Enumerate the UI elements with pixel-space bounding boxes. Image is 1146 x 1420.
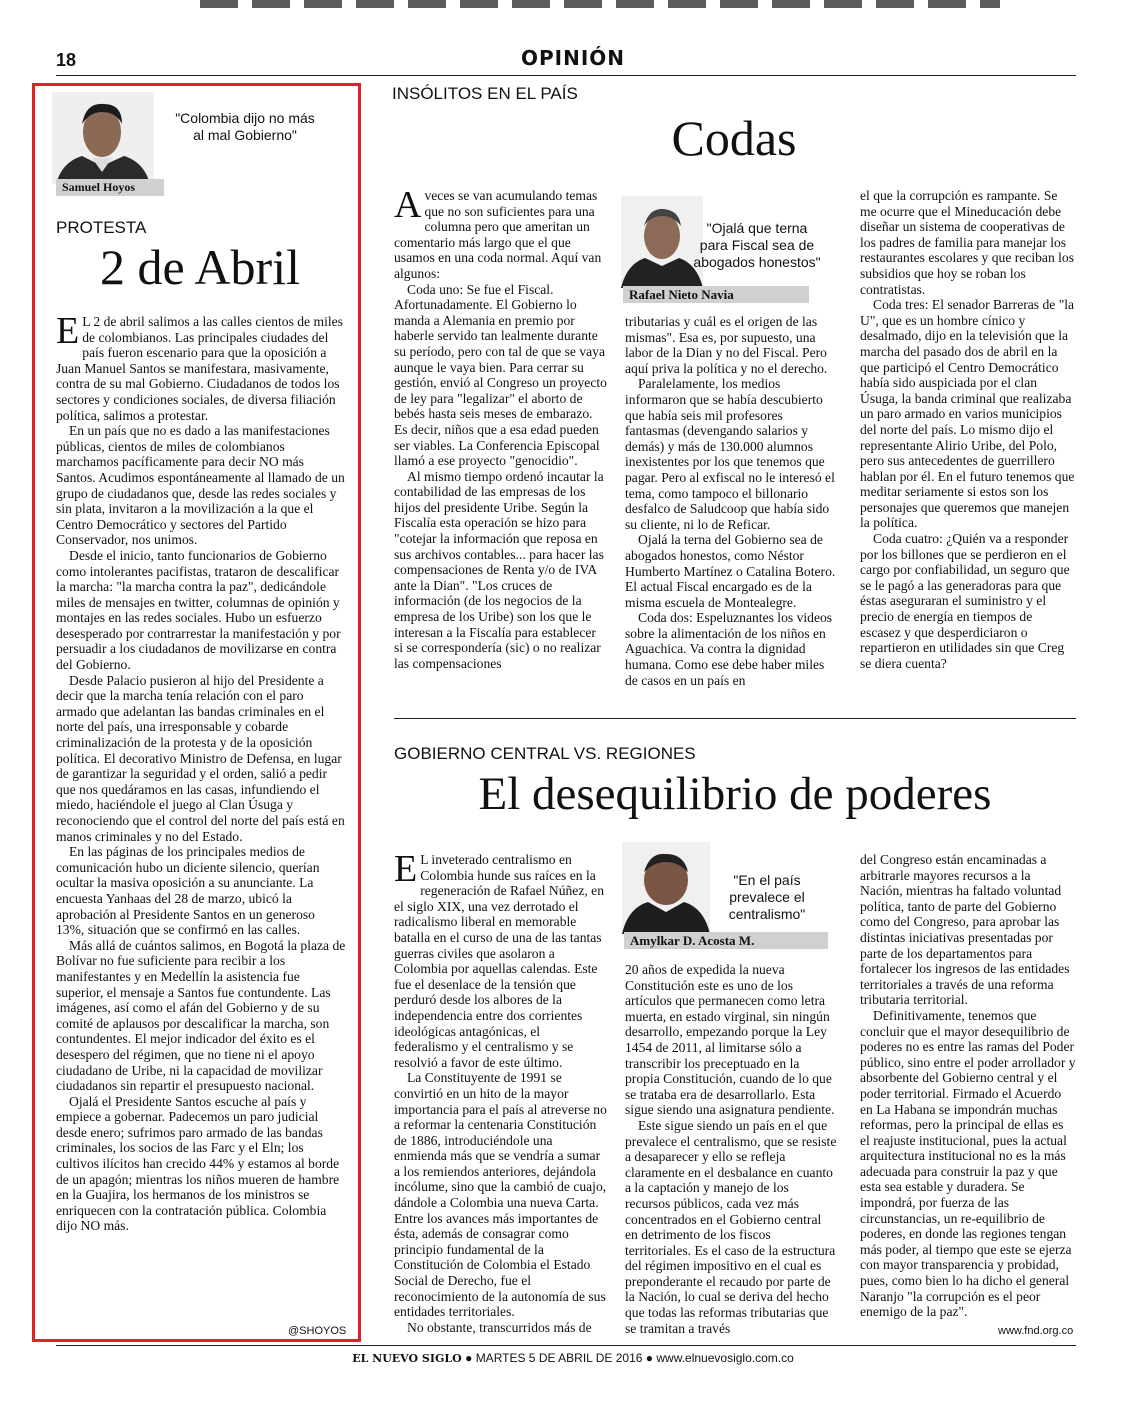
footer-rule bbox=[56, 1345, 1076, 1346]
paragraph: Desde el inicio, tanto funcionarios de Gobierno como intolerantes pacifistas, trataron de descalificar la marcha: "la marcha contra la paz", dedicándole miles de mensajes en twitter, columnas de opinión y montajes en las redes sociales. Hubo un esfuerzo desesperado por contrarrestar la manifestación y por persuadir a los ciudadanos de movilizarse en contra del Gobierno. bbox=[56, 547, 341, 673]
section-title: OPINIÓN bbox=[520, 46, 626, 70]
paragraph: 20 años de expedida la nueva Constitución este es uno de los artículos que permanecen como letra muerta, en estado virginal, sin ningún desarrollo, empezando porque la Ley 1454 de 2011, al limitarse sólo a transcribir los preceptuado en la propia Constitución, cuando de lo que se trataba era de desarrollarlo. Esta sigue siendo una asignatura pendiente. bbox=[625, 962, 835, 1118]
article-col-1 bbox=[394, 184, 607, 671]
kicker: GOBIERNO CENTRAL VS. REGIONES bbox=[394, 744, 696, 763]
paragraph: No obstante, transcurridos más de bbox=[407, 1319, 592, 1335]
paragraph: Paralelamente, los medios informaron que se había descubierto que había seis mil profesores fantasmas (devengando salarios y demás) y más de 130.000 alumnos inexistentes por los que tenemos que pagar. Pero al exfiscal no le interesó el tema, como tampoco el billonario desfalco de Saludcoop que había sido su cliente, ni lo de Reficar. bbox=[625, 376, 835, 532]
dropcap: E bbox=[394, 848, 418, 890]
article-divider bbox=[394, 718, 1076, 719]
kicker: INSÓLITOS EN EL PAÍS bbox=[392, 84, 578, 103]
paragraph: Coda dos: Espeluznantes los videos sobre la alimentación de los niños en Aguachica. Va contra la dignidad humana. Como ese debe haber miles de casos en un país en bbox=[625, 610, 833, 688]
paragraph: Al mismo tiempo ordenó incautar la contabilidad de las empresas de los hijos del presidente Uribe. Según la Fiscalía esta operación se hizo para "cotejar la información que reposa en sus archivos contables... para hacer las compensaciones de Renta y/o de IVA ante la Dian". "Los cruces de información (de los negocios de la empresa de los Uribe) son los que le interesan a la Fiscalía para establecer si se correspondería (sic) o no realizar las compensaciones bbox=[394, 468, 604, 671]
paragraph: del Congreso están encaminadas a arbitrarle mayores recursos a la Nación, mientras ha faltado voluntad política, tanto de parte del Gobierno como del Congreso, para aprobar las distintas iniciativas presentadas por parte de los departamentos para fortalecer los ingresos de las entidades territoriales a través de una reforma tributaria territorial. bbox=[860, 852, 1070, 1008]
pull-quote: "Ojalá que terna para Fiscal sea de abogados honestos" bbox=[693, 220, 821, 270]
article-col-3 bbox=[860, 188, 1076, 671]
article-title: El desequilibrio de poderes bbox=[478, 768, 992, 820]
paragraph: el que la corrupción es rampante. Se me ocurre que el Mineducación debe diseñar un sistema de cooperativas de los padres de familia para manejar los restaurantes escolares y que reciban los subsidios que hoy se roban los contratistas. bbox=[860, 188, 1075, 297]
paragraph: L 2 de abril salimos a las calles cientos de miles de colombianos. Las principales ciudades del país fueron escenario para que la oposición a Juan Manuel Santos se manifestara, masivamente, contra de su mal Gobierno. Ciudadanos de todos los sectores y condiciones sociales, de diversa filiación política, salimos a protestar. bbox=[56, 314, 343, 423]
paragraph: Coda cuatro: ¿Quién va a responder por los billones que se perdieron en el cargo por confiabilidad, un seguro que se le pagó a las generadoras para que éstas aseguraran el suministro y el precio de energía en tiempos de escasez y que desperdiciaron o repartieron en utilidades sin que Creg se diera cuenta? bbox=[860, 531, 1070, 671]
paragraph: Coda uno: Se fue el Fiscal. Afortunadamente. El Gobierno lo manda a Alemania en premio por haberle servido tan lealmente durante su período, pero con tal de que se vaya aunque le vaya bien. Para cerrar su gestión, envió al Congreso un proyecto de ley para "legalizar" el aborto de bebés hasta seis meses de embarazo. Es decir, niños que a esa edad pueden ser viables. La Conferencia Episcopal llamó a ese proyecto "genocidio". bbox=[394, 281, 607, 469]
paragraph: Ojalá el Presidente Santos escuche al país y empiece a gobernar. Padecemos un paro judicial desde enero; sufrimos paro armado de las bandas criminales, los socios de las Farc y el Eln; los cultivos ilícitos han crecido 44% y estamos al borde de un apagón; mientras los niños mueren de hambre en la Guajira, los hermanos de los ministros se enriquecen con la contratación pública. Colombia dijo NO más. bbox=[56, 1093, 340, 1234]
paragraph: tributarias y cuál es el origen de las mismas". Esa es, por supuesto, una labor de la Dian y no del Fiscal. Pero aquí priva la política y no el derecho. bbox=[625, 314, 828, 376]
pull-quote: "Colombia dijo no más al mal Gobierno" bbox=[175, 110, 315, 143]
paragraph: veces se van acumulando temas que no son suficientes para una columna pero que ameritan un comentario más largo que el que usamos en una coda normal. Aquí van algunos: bbox=[394, 188, 602, 281]
author-name-bar: Amylkar D. Acosta M. bbox=[624, 932, 828, 949]
footer bbox=[0, 1351, 1146, 1365]
footer-date: MARTES 5 DE ABRIL DE 2016 bbox=[475, 1351, 643, 1365]
author-name-bar: Samuel Hoyos bbox=[56, 179, 164, 196]
paragraph: Coda tres: El senador Barreras de "la U", que es un hombre cínico y desalmado, dijo en la televisión que la marcha del pasado dos de abril en la que participó el Centro Democrático había sido auspiciada por el clan Úsuga, la banda criminal que realizaba un paro armado en varios municipios del norte del país. Lo mismo dijo el representante Alirio Uribe, del Polo, pero sus antecedentes de guerrillero hablan por él. En el futuro tenemos que meditar seriamente si estos son los personajes que queremos que manejen la política. bbox=[860, 297, 1075, 531]
paragraph: Este sigue siendo un país en el que prevalece el centralismo, que se resiste a desaparecer y ello se refleja claramente en el desbalance en cuanto a la captación y manejo de los recursos públicos, cada vez más concentrados en el Gobierno central en detrimento de los fiscos territoriales. Es el caso de la estructura del régimen impositivo en el cual es preponderante el recaudo por parte de la Nación, lo cual se deriva del hecho que todas las reformas tributarias que se tramitan a través bbox=[625, 1117, 837, 1336]
paragraph: L inveterado centralismo en Colombia hunde sus raíces en la regeneración de Rafael Núñez, en el siglo XIX, una vez derrotado el radicalismo liberal en memorable batalla en el curso de una de las tantas guerras civiles que asolaron a Colombia por aquellas calendas. Este fue el desenlace de la tensión que perduró desde los albores de la independencia entre dos corrientes ideológicas antagónicas, el federalismo y el centralismo y se resolvió a favor de este último. bbox=[394, 852, 605, 1070]
signature: @SHOYOS bbox=[288, 1325, 347, 1337]
article-col-3 bbox=[860, 852, 1076, 1320]
author-photo-amylkar-acosta bbox=[622, 842, 710, 934]
article-title: 2 de Abril bbox=[100, 239, 300, 295]
article-col-2 bbox=[625, 314, 837, 688]
article-col-2 bbox=[625, 962, 837, 1336]
signature: www.fnd.org.co bbox=[998, 1325, 1074, 1337]
paragraph: En las páginas de los principales medios de comunicación hubo un diciente silencio, querían ocultar la masiva oposición a su anunciante. La encuesta Yanhaas del 28 de marzo, ubicó la aprobación al Presidente Santos en un generoso 13%, situación que se confirmó en las calles. bbox=[56, 844, 320, 938]
dropcap: A bbox=[394, 184, 422, 226]
header-rule bbox=[56, 75, 1076, 76]
paragraph: Desde Palacio pusieron al hijo del Presidente a decir que la marcha tenía relación con el paro armado que adelantan las bandas criminales en el norte del país, una irresponsable y cobarde criminalización de la protesta y de la oposición política. El decorativo Ministro de Defensa, en lugar de garantizar la seguridad y el orden, salió a pedir que nos quedáramos en las casas, infundiendo el miedo, haciéndole el juego al Clan Úsuga y reconociendo que el control del norte del país está en manos criminales y no del Estado. bbox=[56, 672, 345, 844]
masthead-cutoff bbox=[200, 0, 1000, 8]
author-name-bar: Rafael Nieto Navia bbox=[623, 286, 809, 303]
author-photo-samuel-hoyos bbox=[52, 92, 154, 184]
page-number: 18 bbox=[56, 50, 77, 70]
paragraph: En un país que no es dado a las manifestaciones públicas, cientos de miles de colombianos marchamos pacíficamente para decir NO más Santos. Acudimos espontáneamente al llamado de un grupo de ciudadanos que, desde las redes sociales y sin plata, invitaron a la movilización a la que el Centro Democrático y sectores del Partido Conservador, nos unimos. bbox=[56, 423, 345, 548]
article-body-left bbox=[56, 310, 346, 1234]
article-title: Codas bbox=[671, 110, 797, 166]
footer-url[interactable]: www.elnuevosiglo.com.co bbox=[656, 1351, 794, 1365]
paragraph: Definitivamente, tenemos que concluir que el mayor desequilibrio de poderes no es entre las ramas del Poder público, sino entre el poder arrollador y absorbente del Gobierno central y el poder territorial. Firmado el Acuerdo en La Habana se impondrán muchas reformas, pero la principal de ellas es el reajuste institucional, pues la actual arquitectura institucional no es la más adecuada para construir la paz y que esta sea estable y duradera. Se impondrá, por fuerza de las circunstancias, un re-equilibrio de poderes, en donde las regiones tengan más poder, al tiempo que este se ejerza con mayor transparencia y probidad, pues, como bien lo ha dicho el general Naranjo "la corrupción es el peor enemigo de la paz". bbox=[860, 1007, 1076, 1320]
footer-brand: EL NUEVO SIGLO bbox=[352, 1352, 462, 1365]
bullet-icon: ● bbox=[645, 1351, 654, 1365]
paragraph: La Constituyente de 1991 se convirtió en un hito de la mayor importancia para el país al atreverse no a reformar la centenaria Constitución de 1886, introduciéndole una enmienda más que se vendría a sumar a los remiendos anteriores, dejándola incólume, sino que la cambió de cuajo, dándole a Colombia una nueva Carta. Entre los avances más importantes de ésta, además de consagrar como principio fundamental de la Constitución de Colombia el Estado Social de Derecho, fue el reconocimiento de la autonomía de sus entidades territoriales. bbox=[394, 1070, 607, 1320]
dropcap: E bbox=[56, 310, 80, 352]
author-photo-rafael-nieto bbox=[621, 196, 703, 288]
paragraph: Más allá de cuántos salimos, en Bogotá la plaza de Bolívar no fue suficiente para recibir a los manifestantes y en Medellín la asistencia fue superior, el mensaje a Santos fue contundente. Las imágenes, así como el afán del Gobierno y de su comité de aplausos por descalificar la marcha, son contundentes. El mejor indicador del éxito es el desespero del régimen, que no tiene ni el apoyo ciudadano de Uribe, ni la capacidad de movilizar ciudadanos sin repartir el presupuesto nacional. bbox=[56, 937, 346, 1094]
paragraph: Ojalá la terna del Gobierno sea de abogados honestos, como Néstor Humberto Martínez o Catalina Botero. El actual Fiscal encargado es de la misma escuela de Montealegre. bbox=[625, 532, 836, 610]
article-col-1 bbox=[394, 848, 607, 1335]
bullet-icon: ● bbox=[465, 1351, 473, 1365]
kicker: PROTESTA bbox=[56, 218, 147, 237]
pull-quote: "En el país prevalece el centralismo" bbox=[728, 872, 806, 922]
